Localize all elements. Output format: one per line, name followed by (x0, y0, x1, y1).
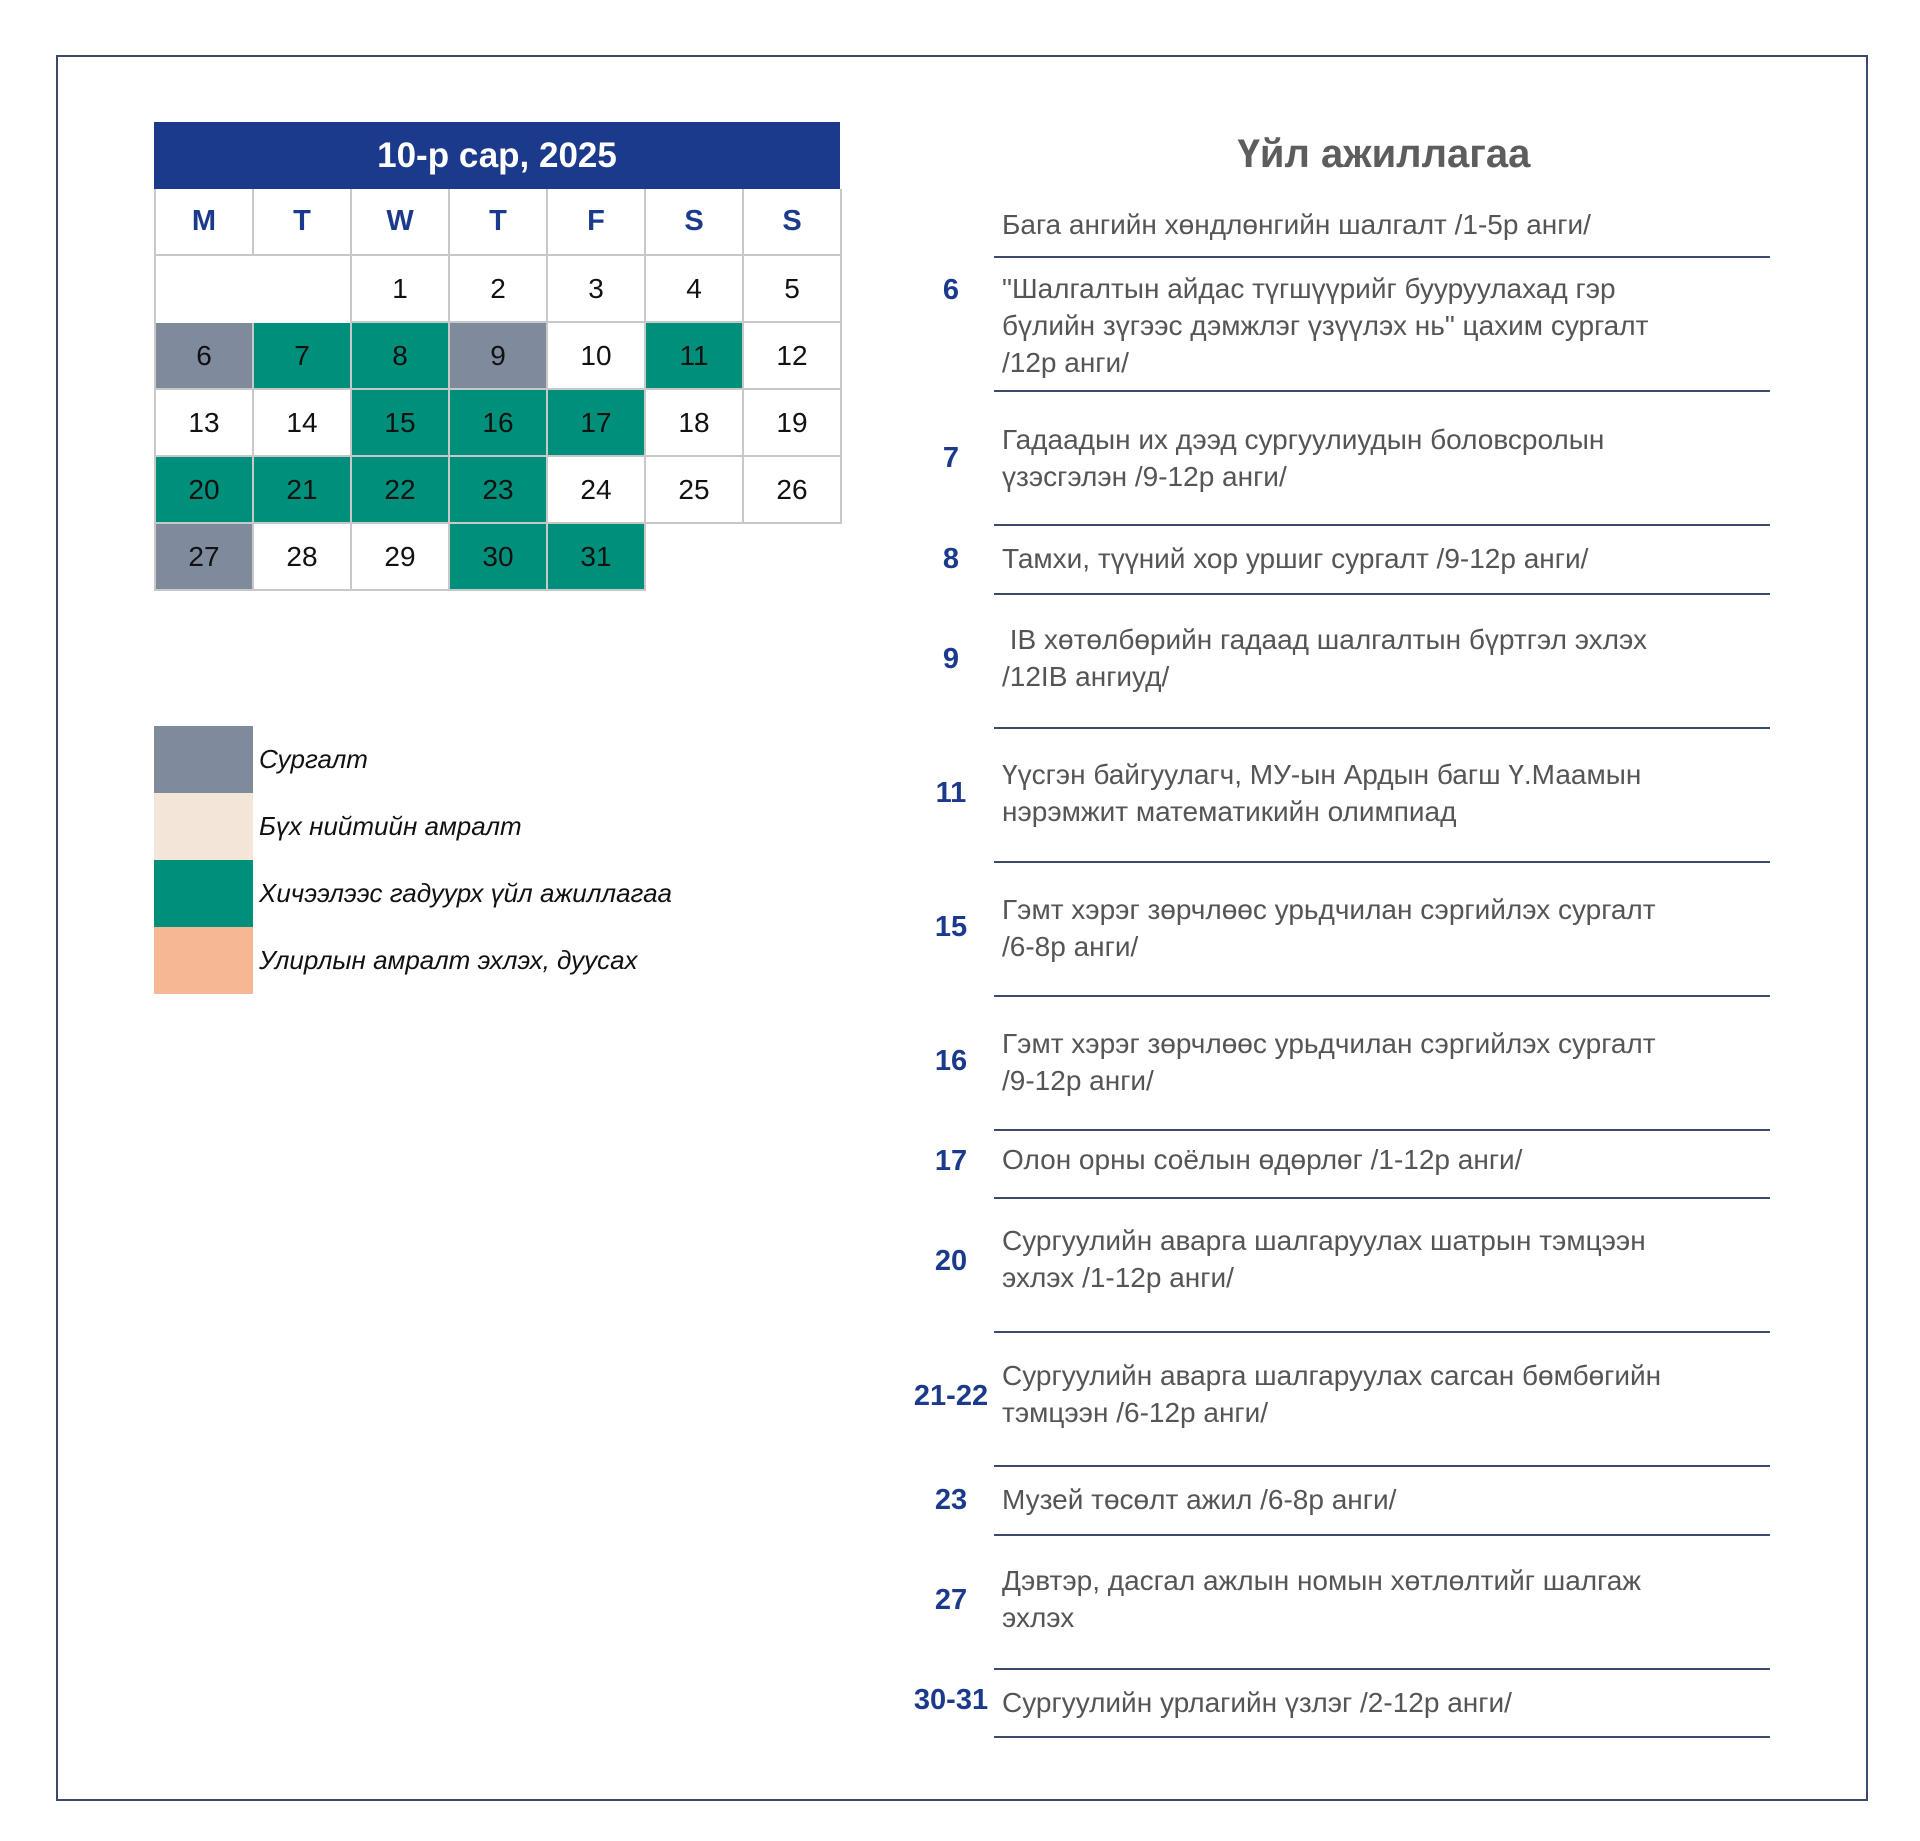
event-date: 9 (942, 643, 960, 675)
calendar-day: 12 (744, 323, 842, 390)
calendar-day: 25 (646, 457, 744, 524)
legend-label: Хичээлээс гадуурх үйл ажиллагаа (259, 878, 672, 908)
event-date: 6 (942, 274, 960, 306)
calendar-day: 13 (156, 390, 254, 457)
event-description: IB хөтөлбөрийн гадаад шалгалтын бүртгэл эхлэх /12IB ангиуд/ (1002, 624, 1647, 692)
calendar-grid (154, 189, 840, 591)
event-divider (994, 995, 1770, 997)
event-divider (994, 1129, 1770, 1131)
event-date: 21-22 (913, 1380, 989, 1412)
event-date: 11 (935, 777, 967, 809)
event-date: 17 (934, 1145, 968, 1177)
event-divider (994, 1465, 1770, 1467)
calendar-day: 20 (156, 457, 254, 524)
event-date: 7 (942, 442, 960, 474)
calendar-day: 19 (744, 390, 842, 457)
event-date: 15 (934, 911, 968, 943)
weekday-header: T (254, 189, 352, 256)
weekday-header: S (646, 189, 744, 256)
calendar-day: 14 (254, 390, 352, 457)
weekday-header: M (156, 189, 254, 256)
legend-swatch (154, 927, 253, 994)
calendar-day: 1 (352, 256, 450, 323)
weekday-header: F (548, 189, 646, 256)
event-date: 20 (934, 1245, 968, 1277)
calendar-day: 23 (450, 457, 548, 524)
calendar-day: 11 (646, 323, 744, 390)
event-description: Сургуулийн аварга шалгаруулах сагсан бөмбөгийн тэмцээн /6-12р анги/ (1002, 1360, 1662, 1428)
event-description: Бага ангийн хөндлөнгийн шалгалт /1-5р анги/ (1002, 209, 1591, 240)
event-description: Олон орны соёлын өдөрлөг /1-12р анги/ (1002, 1144, 1523, 1175)
event-description: Дэвтэр, дасгал ажлын номын хөтлөлтийг шалгаж эхлэх (1002, 1565, 1642, 1633)
event-date: 27 (934, 1584, 968, 1616)
legend-item (154, 793, 672, 860)
event-description: Гадаадын их дээд сургуулиудын боловсролын үзэсгэлэн /9-12р анги/ (1002, 424, 1605, 492)
event-description: Үүсгэн байгуулагч, МУ-ын Ардын багш Ү.Маамын нэрэмжит математикийн олимпиад (1002, 759, 1642, 827)
event-divider (994, 1331, 1770, 1333)
event-divider (994, 1197, 1770, 1199)
calendar-day: 9 (450, 323, 548, 390)
event-date: 30-31 (913, 1684, 989, 1716)
legend-swatch (154, 793, 253, 860)
month-calendar (154, 122, 840, 591)
event-description: "Шалгалтын айдас түгшүүрийг бууруулахад гэр бүлийн зүгээс дэмжлэг үзүүлэх нь" цахим сургалт /12р анги/ (1002, 273, 1649, 378)
calendar-day: 31 (548, 524, 646, 591)
event-divider (994, 524, 1770, 526)
legend-item (154, 927, 672, 994)
event-description: Гэмт хэрэг зөрчлөөс урьдчилан сэргийлэх сургалт /9-12р анги/ (1002, 1028, 1656, 1096)
legend-label: Улирлын амралт эхлэх, дуусах (259, 945, 638, 975)
legend-swatch (154, 860, 253, 927)
legend-item (154, 860, 672, 927)
calendar-blank (254, 256, 352, 323)
calendar-day: 6 (156, 323, 254, 390)
event-divider (994, 593, 1770, 595)
calendar-day: 18 (646, 390, 744, 457)
legend-swatch (154, 726, 253, 793)
event-divider (994, 1534, 1770, 1536)
legend-label: Бүх нийтийн амралт (259, 811, 522, 841)
calendar-day: 30 (450, 524, 548, 591)
calendar-title: 10-р сар, 2025 (154, 122, 840, 189)
legend (154, 726, 672, 994)
event-description: Гэмт хэрэг зөрчлөөс урьдчилан сэргийлэх сургалт /6-8р анги/ (1002, 894, 1656, 962)
calendar-day: 10 (548, 323, 646, 390)
event-divider (994, 256, 1770, 258)
calendar-day: 22 (352, 457, 450, 524)
calendar-day: 21 (254, 457, 352, 524)
event-divider (994, 861, 1770, 863)
event-description: Сургуулийн аварга шалгаруулах шатрын тэмцээн эхлэх /1-12р анги/ (1002, 1225, 1646, 1293)
calendar-day: 5 (744, 256, 842, 323)
event-date: 16 (934, 1045, 968, 1077)
legend-item (154, 726, 672, 793)
calendar-blank (156, 256, 254, 323)
calendar-day: 7 (254, 323, 352, 390)
calendar-day: 28 (254, 524, 352, 591)
calendar-day: 29 (352, 524, 450, 591)
legend-label: Сургалт (259, 744, 368, 774)
calendar-day: 3 (548, 256, 646, 323)
calendar-day: 8 (352, 323, 450, 390)
calendar-day: 26 (744, 457, 842, 524)
calendar-day: 24 (548, 457, 646, 524)
calendar-day: 27 (156, 524, 254, 591)
events-title: Үйл ажиллагаа (1237, 132, 1531, 176)
event-divider (994, 727, 1770, 729)
event-divider (994, 1736, 1770, 1738)
calendar-day: 17 (548, 390, 646, 457)
event-description: Музей төсөлт ажил /6-8р анги/ (1002, 1484, 1397, 1515)
weekday-header: W (352, 189, 450, 256)
event-date: 8 (942, 543, 960, 575)
event-divider (994, 390, 1770, 392)
event-date: 23 (934, 1484, 968, 1516)
weekday-header: T (450, 189, 548, 256)
calendar-day: 2 (450, 256, 548, 323)
calendar-day: 16 (450, 390, 548, 457)
event-divider (994, 1668, 1770, 1670)
calendar-day: 4 (646, 256, 744, 323)
event-description: Сургуулийн урлагийн үзлэг /2-12р анги/ (1002, 1687, 1512, 1718)
calendar-day: 15 (352, 390, 450, 457)
event-description: Тамхи, түүний хор уршиг сургалт /9-12р анги/ (1002, 543, 1589, 574)
weekday-header: S (744, 189, 842, 256)
